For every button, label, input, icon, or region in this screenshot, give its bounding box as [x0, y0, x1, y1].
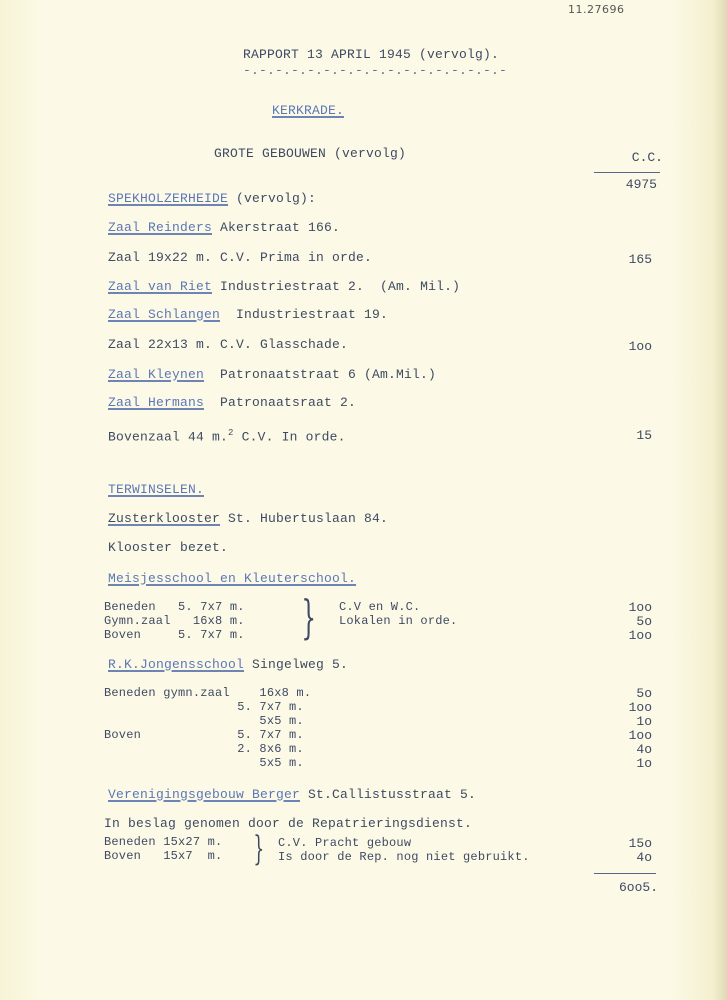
paper-edge-shadow: [713, 0, 727, 1000]
meisjes-row-beneden: Beneden 5. 7x7 m.: [104, 600, 245, 614]
value-vereniging-beneden: 15o: [628, 836, 652, 851]
jongens-value: 5o: [636, 686, 652, 701]
vereniging-brace: }: [253, 829, 265, 869]
entry-bovenzaal: Bovenzaal 44 m.$^2$ C.V. In orde.: [108, 428, 346, 445]
vereniging-row-beneden: Beneden 15x27 m.: [104, 835, 223, 849]
jongens-row: Boven 5. 7x7 m.: [104, 728, 304, 742]
carry-rule: [594, 172, 660, 173]
jongens-value: 1oo: [628, 728, 652, 743]
jongens-row: 5x5 m.: [104, 714, 304, 728]
archive-stamp: 11.27696: [568, 3, 625, 16]
klooster-note: Klooster bezet.: [108, 540, 229, 555]
vereniging-note-rep: Is door de Rep. nog niet gebruikt.: [278, 850, 530, 864]
section-title: GROTE GEBOUWEN (vervolg): [214, 146, 407, 161]
vereniging-note-cv: C.V. Pracht gebouw: [278, 836, 412, 850]
vereniging-intro: In beslag genomen door de Repatrieringsdienst.: [104, 816, 473, 831]
value-bovenzaal: 15: [636, 428, 652, 443]
entry-meisjesschool: Meisjesschool en Kleuterschool.: [108, 571, 357, 586]
jongens-row: 5. 7x7 m.: [104, 700, 304, 714]
jongens-row: Beneden gymn.zaal 16x8 m.: [104, 686, 312, 700]
jongens-value: 1o: [636, 714, 652, 729]
meisjes-note-cv: C.V en W.C.: [339, 600, 421, 614]
vereniging-row-boven: Boven 15x7 m.: [104, 849, 223, 863]
jongens-row: 2. 8x6 m.: [104, 742, 304, 756]
town-heading-terwinselen: TERWINSELEN.: [108, 482, 205, 497]
jongens-value: 1oo: [628, 700, 652, 715]
carry-in-value: 4975: [625, 177, 657, 192]
entry-zaal-hermans: Zaal Hermans Patronaatsraat 2.: [108, 395, 357, 410]
jongens-value: 4o: [636, 742, 652, 757]
meisjes-row-gymnzaal: Gymn.zaal 16x8 m.: [104, 614, 245, 628]
entry-detail-reinders: Zaal 19x22 m. C.V. Prima in orde.: [108, 250, 373, 265]
subheading-spekholzerheide: SPEKHOLZERHEIDE (vervolg):: [108, 191, 317, 206]
value-schlangen: 1oo: [628, 339, 652, 354]
grand-total: 6oo5.: [618, 880, 658, 895]
town-heading-kerkrade: KERKRADE.: [272, 103, 345, 118]
jongens-value: 1o: [636, 756, 652, 771]
entry-zaal-kleynen: Zaal Kleynen Patronaatstraat 6 (Am.Mil.): [108, 367, 437, 382]
entry-detail-schlangen: Zaal 22x13 m. C.V. Glasschade.: [108, 337, 349, 352]
title-underline-dashes: -.-.-.-.-.-.-.-.-.-.-.-.-.-.-.-.-: [243, 63, 508, 78]
entry-zusterklooster: Zusterklooster St. Hubertuslaan 84.: [108, 511, 389, 526]
entry-verenigingsgebouw: Verenigingsgebouw Berger St.Callistusstraat 5.: [108, 787, 477, 802]
jongens-row: 5x5 m.: [104, 756, 304, 770]
entry-zaal-van-riet: Zaal van Riet Industriestraat 2. (Am. Mil.): [108, 279, 461, 294]
meisjes-brace: }: [301, 590, 316, 644]
value-vereniging-boven: 4o: [636, 850, 652, 865]
value-meisjes-boven: 1oo: [628, 628, 652, 643]
report-title: RAPPORT 13 APRIL 1945 (vervolg).: [243, 47, 500, 62]
value-meisjes-beneden: 1oo: [628, 600, 652, 615]
entry-jongensschool: R.K.Jongensschool Singelweg 5.: [108, 657, 349, 672]
entry-zaal-reinders: Zaal Reinders Akerstraat 166.: [108, 220, 341, 235]
value-meisjes-gymnzaal: 5o: [636, 614, 652, 629]
meisjes-row-boven: Boven 5. 7x7 m.: [104, 628, 245, 642]
column-header: C.C.: [631, 150, 663, 165]
entry-zaal-schlangen: Zaal Schlangen Industriestraat 19.: [108, 307, 389, 322]
total-rule: [594, 873, 656, 874]
meisjes-note-lokalen: Lokalen in orde.: [339, 614, 458, 628]
value-reinders: 165: [628, 252, 652, 267]
